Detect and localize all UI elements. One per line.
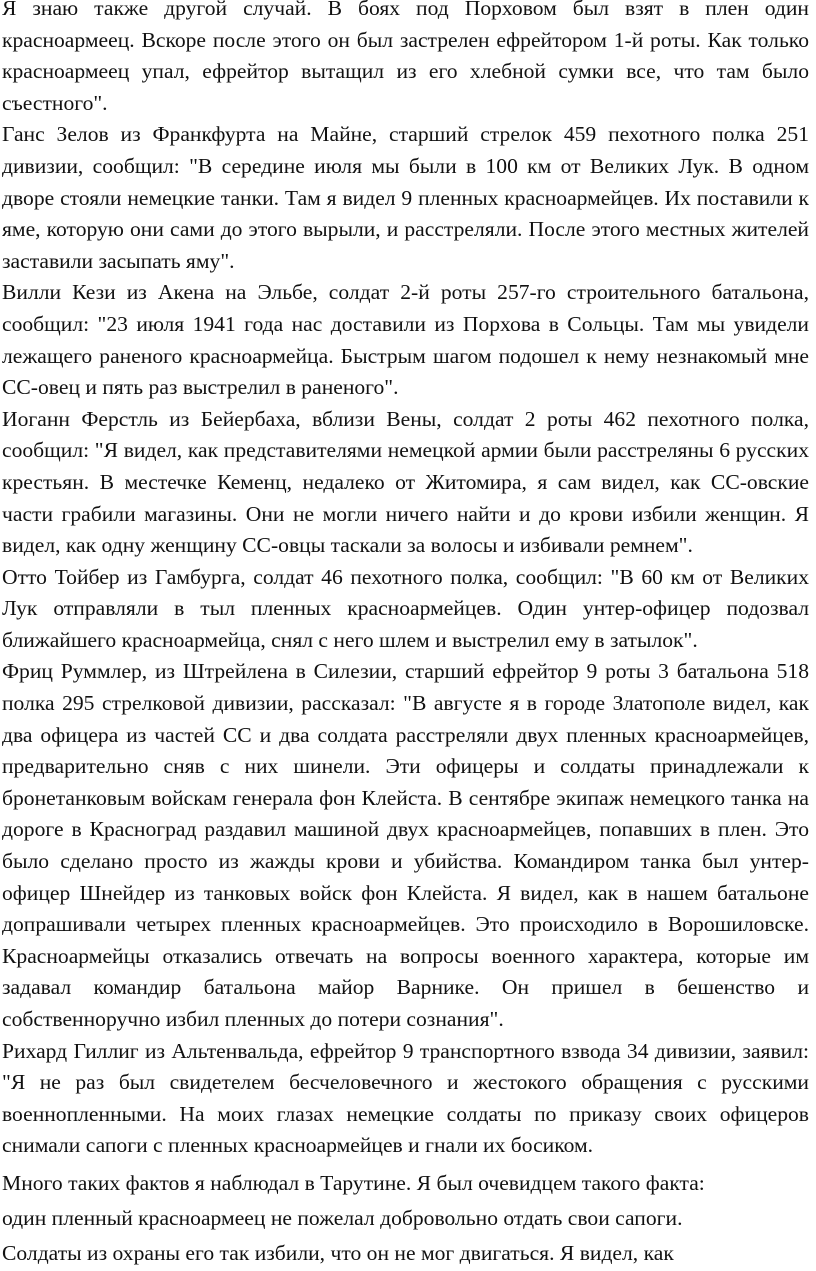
tail-line-1: Много таких фактов я наблюдал в Тарутине. Я был очевидцем такого факта: — [2, 1170, 705, 1195]
paragraph-7: Рихард Гиллиг из Альтенвальда, ефрейтор 9 транспортного взвода 34 дивизии, заявил: "Я не раз был свидетелем бесчеловечного и жестокого обращения с русскими военнопленными. На моих глазах немецкие солдаты по приказу своих офицеров снимали сапоги с пленных красноармейцев и гнали их босиком. — [2, 1038, 809, 1158]
paragraph-2: Ганс Зелов из Франкфурта на Майне, старший стрелок 459 пехотного полка 251 дивизии, сообщил: "В середине июля мы были в 100 км от Великих Лук. В одном дворе стояли немецкие танки. Там я видел 9 пленных красноармейцев. Их поставили к яме, которую они сами до этого вырыли, и расстреляли. После этого местных жителей заставили засыпать яму". — [2, 122, 809, 273]
paragraph-3: Вилли Кези из Акена на Эльбе, солдат 2-й роты 257-го строительного батальона, сообщил: "23 июля 1941 года нас доставили из Порхова в Сольцы. Там мы увидели лежащего раненого красноармейца. Быстрым шагом подошел к нему незнакомый мне СС-овец и пять раз выстрелил в раненого". — [2, 280, 809, 400]
paragraph-5: Отто Тойбер из Гамбурга, солдат 46 пехотного полка, сообщил: "В 60 км от Великих Лук отправляли в тыл пленных красноармейцев. Один унтер-офицер подозвал ближайшего красноармейца, снял с него шлем и выстрелил ему в затылок". — [2, 564, 809, 652]
paragraph-1: Я знаю также другой случай. В боях под Порховом был взят в плен один красноармеец. Вскоре после этого он был застрелен ефрейтором 1-й роты. Как только красноармеец упал, ефрейтор вытащил из его хлебной сумки все, что там было съестного". — [2, 0, 809, 115]
paragraph-4: Иоганн Ферстль из Бейербаха, вблизи Вены, солдат 2 роты 462 пехотного полка, сообщил: "Я видел, как представителями немецкой армии были расстреляны 6 русских крестьян. В местечке Кеменц, недалеко от Житомира, я сам видел, как СС-овские части грабили магазины. Они не могли ничего найти и до крови избили женщин. Я видел, как одну женщину СС-овцы таскали за волосы и избивали ремнем". — [2, 406, 809, 558]
tail-line-2: один пленный красноармеец не пожелал добровольно отдать свои сапоги. — [2, 1205, 683, 1230]
document-body — [2, 0, 809, 1271]
paragraph-6: Фриц Руммлер, из Штрейлена в Силезии, старший ефрейтор 9 роты 3 батальона 518 полка 295 стрелковой дивизии, рассказал: "В августе я в городе Златополе видел, как два офицера из частей СС и два солдата расстреляли двух пленных красноармейцев, предварительно сняв с них шинели. Эти офицеры и солдаты принадлежали к бронетанковым войскам генерала фон Клейста. В сентябре экипаж немецкого танка на дороге в Красноград раздавил машиной двух красноармейцев, попавших в плен. Это было сделано просто из жажды крови и убийства. Командиром танка был унтер-офицер Шнейдер из танковых войск фон Клейста. Я видел, как в нашем батальоне допрашивали четырех пленных красноармейцев. Это происходило в Ворошиловске. Красноармейцы отказались отвечать на вопросы военного характера, которые им задавал командир батальона майор Варнике. Он пришел в бешенство и собственноручно избил пленных до потери сознания". — [2, 659, 809, 1031]
tail-line-3: Солдаты из охраны его так избили, что он не мог двигаться. Я видел, как — [2, 1240, 674, 1265]
